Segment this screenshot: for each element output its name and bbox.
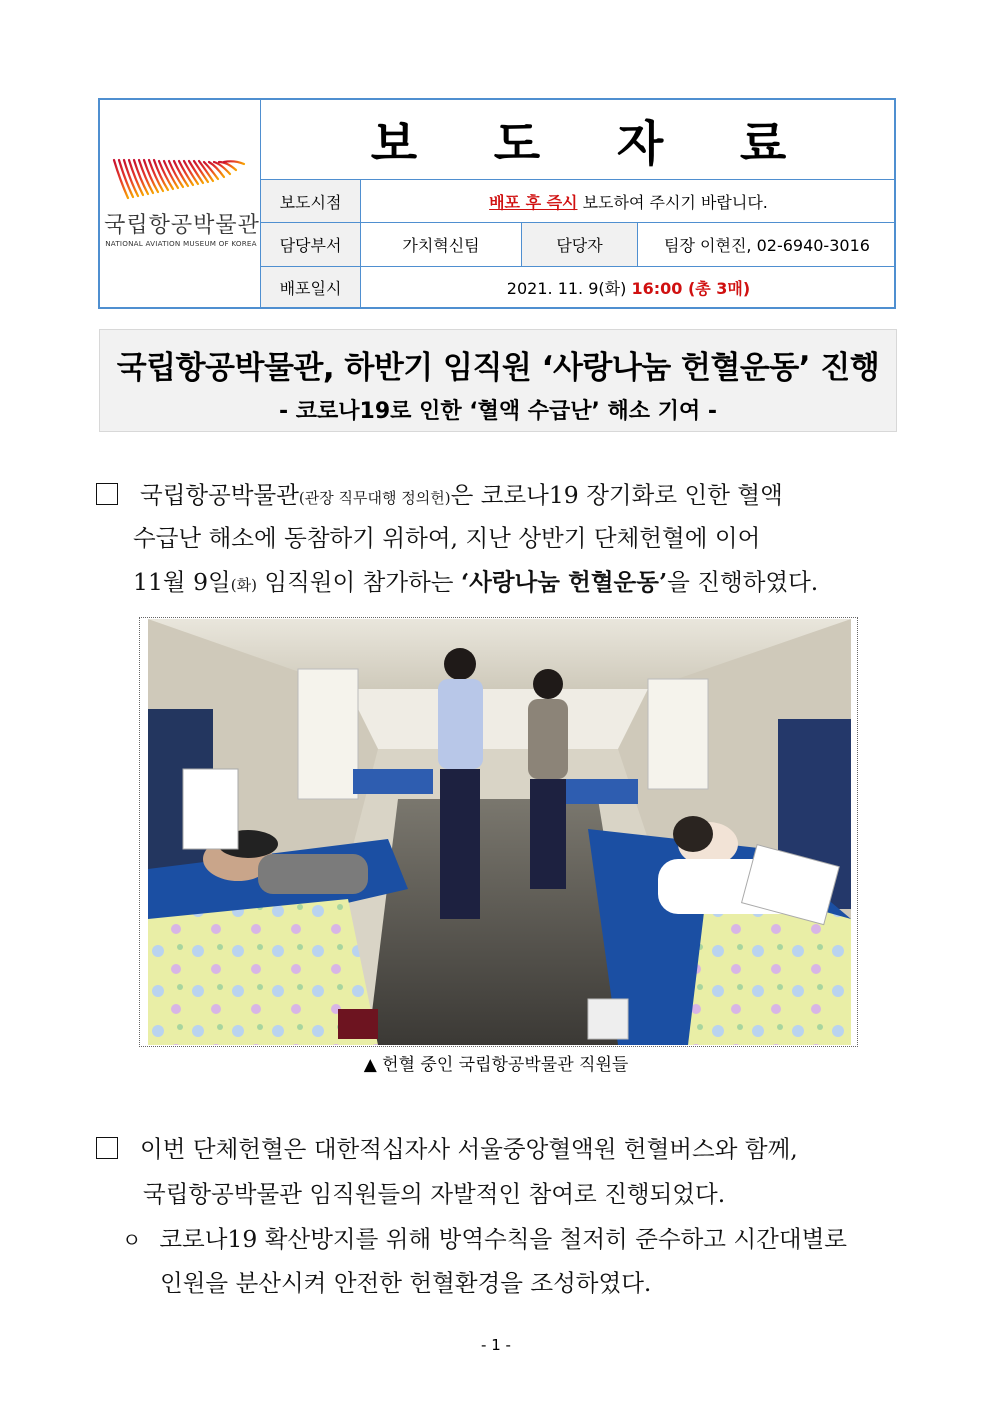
logo-subtitle: NATIONAL AVIATION MUSEUM OF KOREA bbox=[105, 239, 257, 248]
blood-donation-photo bbox=[148, 619, 851, 1045]
logo-wing-icon bbox=[100, 100, 260, 210]
date-label: 배포일시 bbox=[261, 267, 360, 307]
date-time: 16:00 (총 3매) bbox=[631, 278, 751, 298]
person-label: 담당자 bbox=[522, 223, 637, 266]
logo-name: 국립항공박물관 bbox=[104, 213, 260, 238]
bullet-marker: ㅇ bbox=[122, 1228, 142, 1252]
photo-caption: ▲ 헌혈 중인 국립항공박물관 직원들 bbox=[363, 1055, 629, 1075]
person-value: 팀장 이현진, 02-6940-3016 bbox=[664, 236, 870, 255]
headline-title: 국립항공박물관, 하반기 임직원 ‘사랑나눔 헌혈운동’ 진행 bbox=[116, 350, 880, 386]
release-rest: 보도하여 주시기 바랍니다. bbox=[577, 192, 768, 212]
document-title: 보 도 자 료 bbox=[370, 116, 817, 172]
logo bbox=[100, 100, 261, 307]
headline-subtitle: - 코로나19로 인한 ‘혈액 수급난’ 해소 기여 - bbox=[279, 399, 717, 424]
dept-value: 가치혁신팀 bbox=[402, 236, 480, 255]
checkbox-square-icon bbox=[96, 483, 118, 505]
para2-line2: 국립항공박물관 임직원들의 자발적인 참여로 진행되었다. bbox=[143, 1180, 726, 1208]
release-emphasis: 배포 후 즉시 bbox=[489, 192, 578, 212]
para2-line1: 이번 단체헌혈은 대한적십자사 서울중앙혈액원 헌혈버스와 함께, bbox=[96, 1130, 798, 1164]
page-number: - 1 - bbox=[481, 1336, 511, 1354]
photo-frame bbox=[139, 617, 858, 1047]
headline-box bbox=[99, 329, 897, 432]
bullet-line1: ㅇ 코로나19 확산방지를 위해 방역수칙을 철저히 준수하고 시간대별로 bbox=[122, 1225, 847, 1253]
press-release-header bbox=[98, 98, 896, 309]
para1-line2: 수급난 해소에 동참하기 위하여, 지난 상반기 단체헌혈에 이어 bbox=[133, 524, 761, 552]
release-value bbox=[361, 180, 896, 222]
bullet-line2: 인원을 분산시켜 안전한 헌혈환경을 조성하였다. bbox=[160, 1269, 652, 1297]
para1-line3: 11월 9일(화) 임직원이 참가하는 ‘사랑나눔 헌혈운동’을 진행하였다. bbox=[133, 568, 819, 596]
checkbox-square-icon bbox=[96, 1137, 118, 1159]
dept-label: 담당부서 bbox=[261, 223, 360, 266]
date-value bbox=[361, 267, 896, 307]
release-label: 보도시점 bbox=[261, 180, 360, 222]
date-text: 2021. 11. 9(화) bbox=[506, 278, 627, 298]
para1-line1: 국립항공박물관(관장 직무대행 정의헌)은 코로나19 장기화로 인한 혈액 bbox=[96, 476, 783, 510]
